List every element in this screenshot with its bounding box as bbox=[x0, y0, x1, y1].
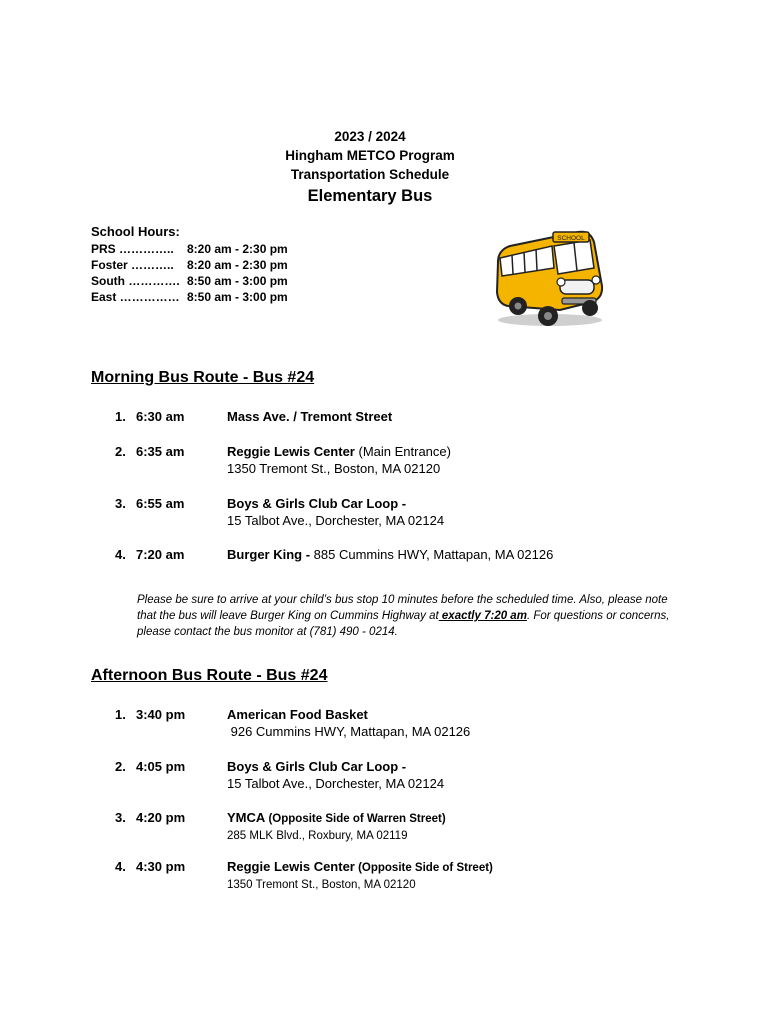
stop-number: 1. bbox=[115, 409, 126, 424]
stop-time: 6:30 am bbox=[136, 409, 185, 424]
stop-number: 3. bbox=[115, 810, 126, 825]
stop-detail bbox=[227, 858, 493, 894]
school-name: PRS ………….. bbox=[91, 242, 174, 256]
stop-note: (Opposite Side of Warren Street) bbox=[265, 813, 446, 825]
stop-address: 1350 Tremont St., Boston, MA 02120 bbox=[227, 879, 416, 891]
document-header bbox=[0, 127, 740, 207]
stop-detail bbox=[227, 546, 553, 563]
stop-detail bbox=[227, 706, 470, 740]
stop-time: 6:55 am bbox=[136, 496, 185, 511]
stop-place: American Food Basket bbox=[227, 707, 368, 722]
stop-number: 3. bbox=[115, 496, 126, 511]
stop-address-inline: 885 Cummins HWY, Mattapan, MA 02126 bbox=[310, 547, 554, 562]
stop-detail bbox=[227, 809, 446, 845]
stop-place: Burger King - bbox=[227, 547, 311, 562]
stop-detail bbox=[227, 443, 451, 477]
hours-row bbox=[91, 273, 288, 289]
stop-time: 4:20 pm bbox=[136, 810, 186, 825]
school-bus-illustration bbox=[490, 224, 606, 334]
school-time: 8:50 am - 3:00 pm bbox=[187, 274, 288, 288]
school-hours-title: School Hours: bbox=[91, 224, 180, 239]
school-time: 8:50 am - 3:00 pm bbox=[187, 290, 288, 304]
notice-text-end: . For questions or concerns, please contact the bus monitor at (781) 490 - 0214. bbox=[137, 610, 670, 638]
stop-time: 7:20 am bbox=[136, 547, 185, 562]
school-hours bbox=[91, 224, 288, 305]
stop-number: 4. bbox=[115, 547, 126, 562]
stop-time: 4:30 pm bbox=[136, 859, 186, 874]
stop-place: Reggie Lewis Center bbox=[227, 859, 355, 874]
notice-emphasis: exactly 7:20 am bbox=[438, 610, 527, 622]
stop-time: 3:40 pm bbox=[136, 707, 186, 722]
stop-time: 4:05 pm bbox=[136, 759, 186, 774]
arrival-notice bbox=[137, 592, 677, 640]
page-title: Elementary Bus bbox=[307, 187, 433, 205]
stop-detail bbox=[227, 495, 444, 529]
stop-note: (Opposite Side of Street) bbox=[354, 862, 493, 874]
stop-place: Boys & Girls Club Car Loop - bbox=[227, 759, 407, 774]
stop-time: 6:35 am bbox=[136, 444, 185, 459]
stop-address: 1350 Tremont St., Boston, MA 02120 bbox=[227, 461, 441, 476]
school-name: South …………. bbox=[91, 274, 180, 288]
schedule-label: Transportation Schedule bbox=[290, 167, 450, 182]
stop-number: 1. bbox=[115, 707, 126, 722]
stop-place: YMCA bbox=[227, 810, 266, 825]
stop-address: 285 MLK Blvd., Roxbury, MA 02119 bbox=[227, 830, 408, 842]
stop-number: 4. bbox=[115, 859, 126, 874]
afternoon-route-title: Afternoon Bus Route - Bus #24 bbox=[91, 667, 328, 684]
school-time: 8:20 am - 2:30 pm bbox=[187, 258, 288, 272]
stop-address: 15 Talbot Ave., Dorchester, MA 02124 bbox=[227, 513, 445, 528]
hours-row bbox=[91, 257, 288, 273]
stop-place: Boys & Girls Club Car Loop - bbox=[227, 496, 407, 511]
bus-sign-text: SCHOOL bbox=[557, 235, 585, 242]
program-name: Hingham METCO Program bbox=[285, 148, 455, 163]
notice-text: Please be sure to arrive at your child’s bus stop 10 minutes before the scheduled time. Also, please note that the bus will leave Burger King on Cummins Highway at bbox=[137, 594, 668, 622]
hours-row bbox=[91, 241, 288, 257]
school-year: 2023 / 2024 bbox=[334, 129, 406, 144]
morning-route-title: Morning Bus Route - Bus #24 bbox=[91, 369, 315, 386]
stop-detail bbox=[227, 408, 392, 425]
stop-number: 2. bbox=[115, 444, 126, 459]
stop-address: 926 Cummins HWY, Mattapan, MA 02126 bbox=[227, 724, 471, 739]
stop-place: Mass Ave. / Tremont Street bbox=[227, 409, 393, 424]
stop-place: Reggie Lewis Center bbox=[227, 444, 355, 459]
hours-row bbox=[91, 289, 288, 305]
school-name: Foster ……….. bbox=[91, 258, 174, 272]
stop-note: (Main Entrance) bbox=[354, 444, 451, 459]
stop-number: 2. bbox=[115, 759, 126, 774]
school-time: 8:20 am - 2:30 pm bbox=[187, 242, 288, 256]
stop-detail bbox=[227, 758, 444, 792]
stop-address: 15 Talbot Ave., Dorchester, MA 02124 bbox=[227, 776, 445, 791]
school-name: East …………… bbox=[91, 290, 180, 304]
